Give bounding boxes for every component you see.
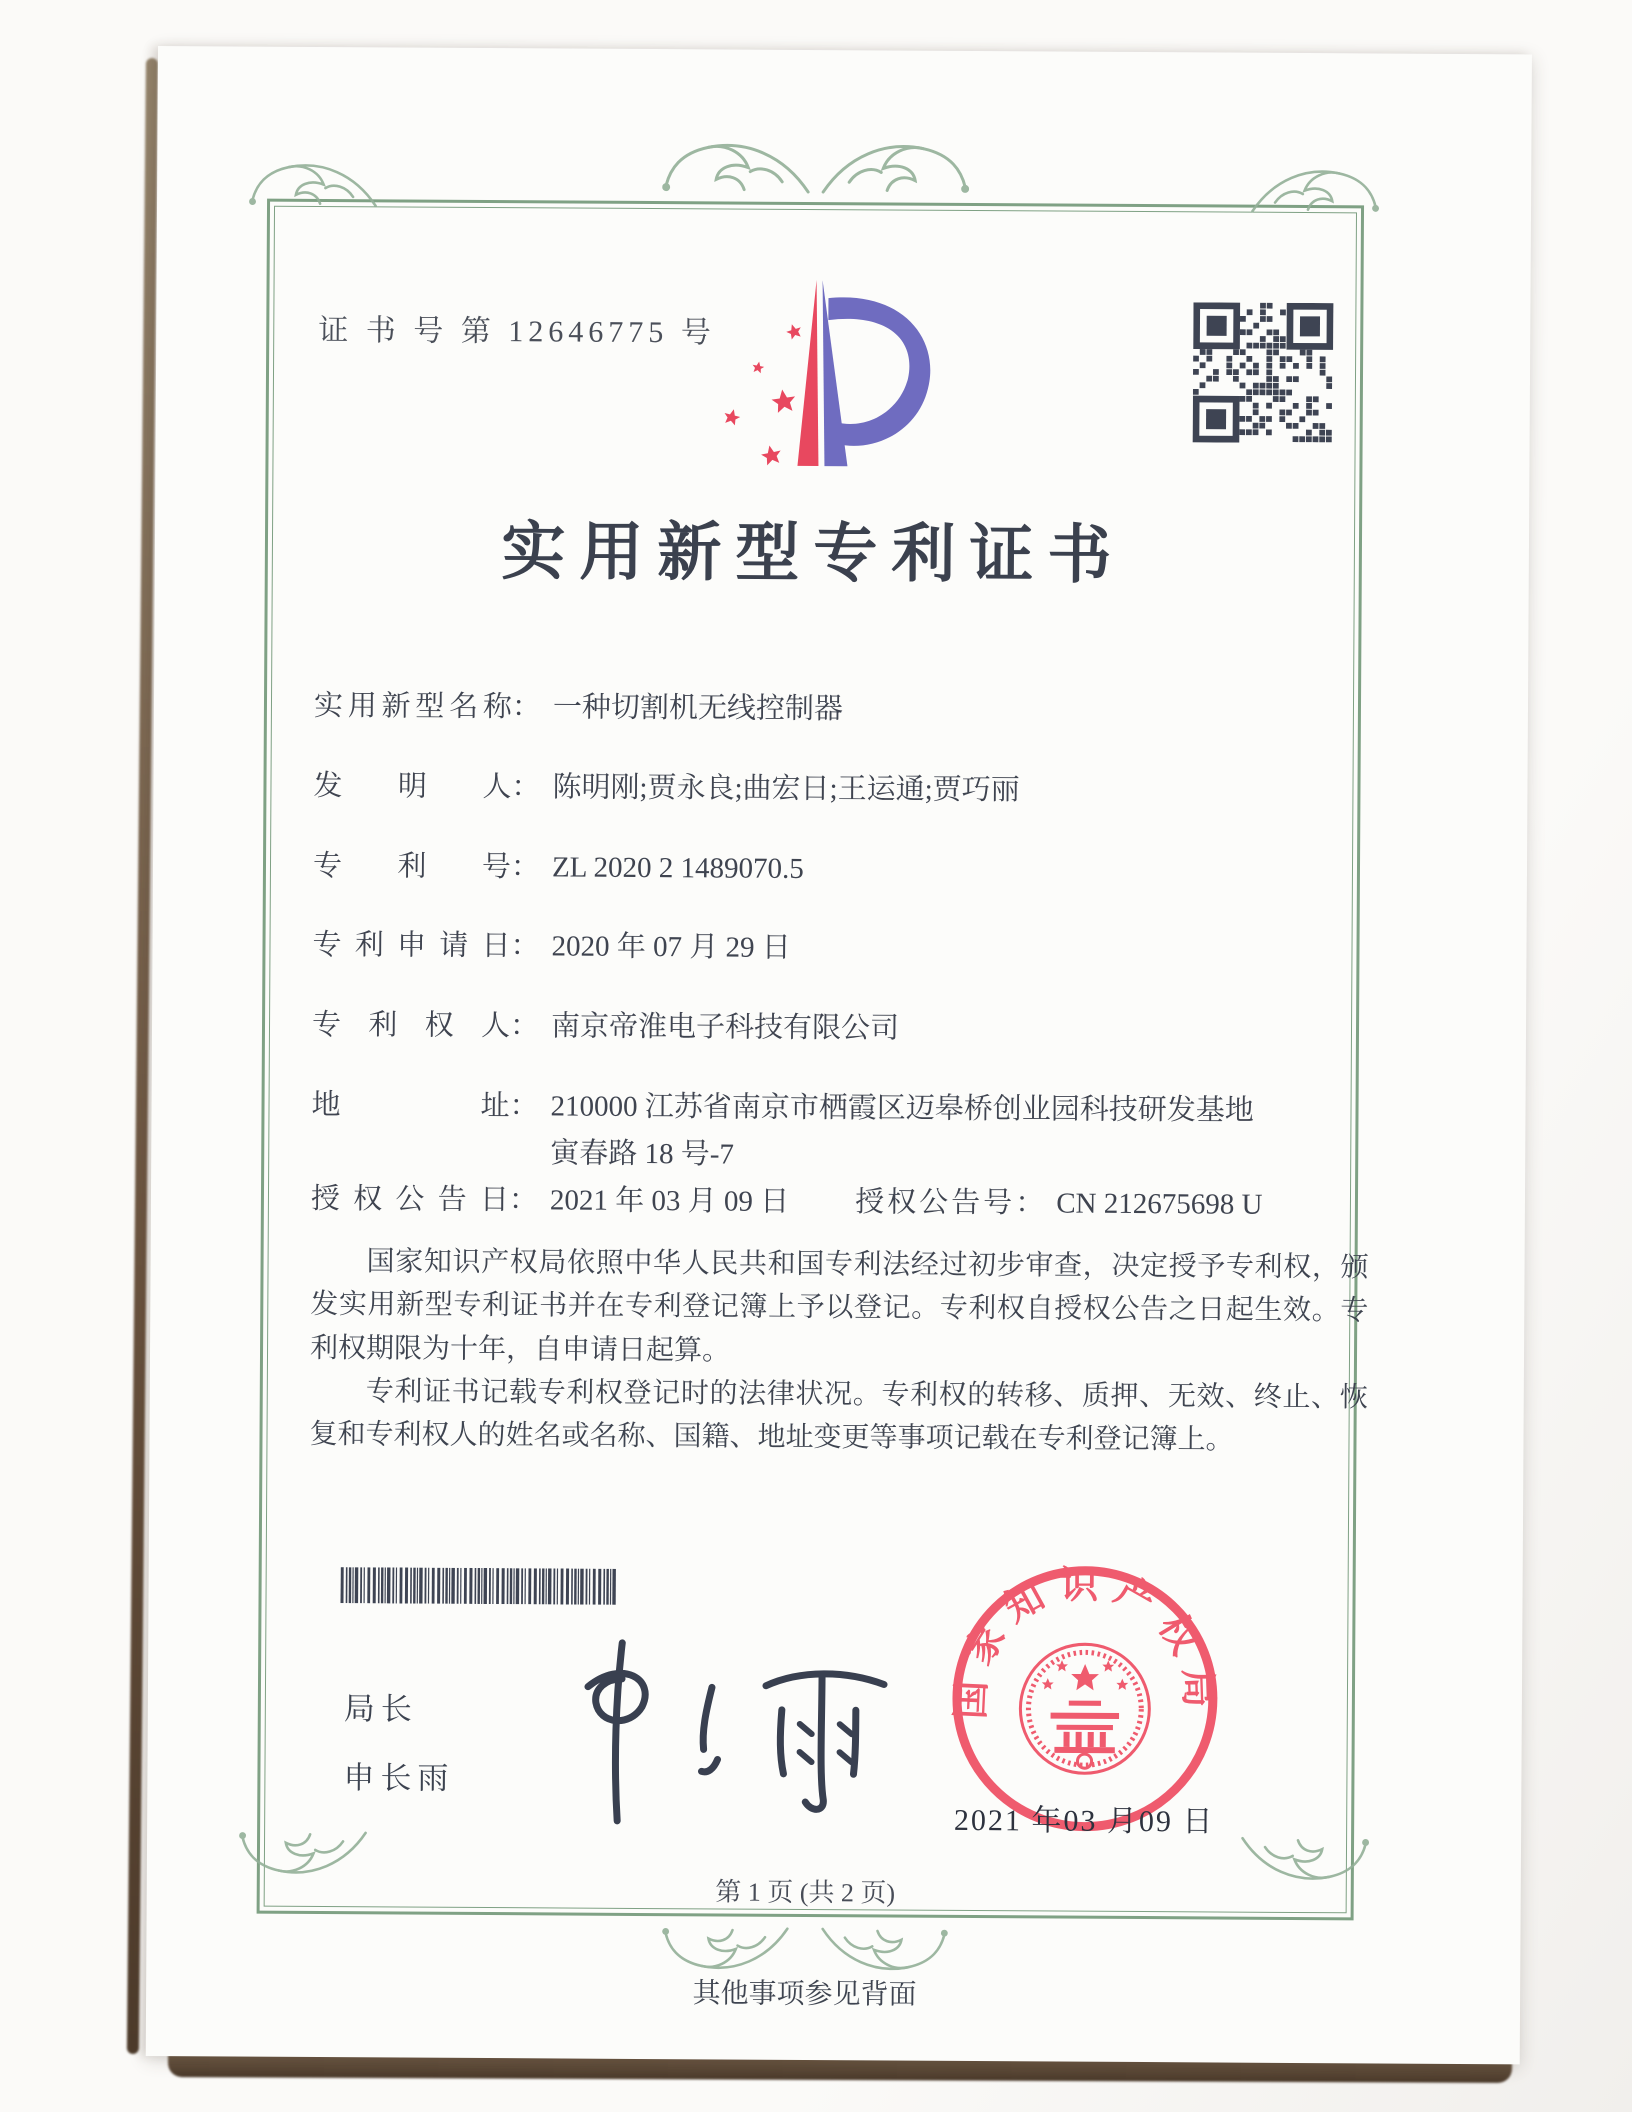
legal-paragraph-1: 国家知识产权局依照中华人民共和国专利法经过初步审查，决定授予专利权，颁发实用新型专利证书并在专利登记簿上予以登记。专利权自授权公告之日起生效。专利权期限为十年，自申请日起算。 xyxy=(309,1246,1369,1367)
grant-date: 2021 年 03 月 09 日 xyxy=(549,1183,790,1218)
certificate-paper xyxy=(146,46,1532,2064)
commissioner-title: 局长 xyxy=(343,1691,418,1727)
field-label: 专利申请日 xyxy=(312,929,511,963)
flourish-top-center-right xyxy=(819,130,969,201)
field-row: 地址 ： 210000 江苏省南京市栖霞区迈皋桥创业园科技研发基地 寅春路 18 号-7 xyxy=(311,1088,1369,1176)
field-label: 授权公告号 xyxy=(855,1185,1016,1219)
field-label: 专利权人 xyxy=(311,1009,511,1043)
seal-date: 2021 年03 月09 日 xyxy=(953,1803,1215,1839)
field-label: 发明人 xyxy=(313,769,512,803)
patentee: 南京帝淮电子科技有限公司 xyxy=(550,1010,900,1045)
qr-code-icon xyxy=(1193,302,1334,443)
flourish-top-right xyxy=(1249,157,1379,220)
back-note: 其他事项参见背面 xyxy=(692,1978,917,2011)
seal-ring-text: 国家知识产权局 xyxy=(950,1564,1220,1722)
filing-date: 2020 年 07 月 29 日 xyxy=(551,930,791,965)
certificate-number: 证 书 号 第 12646775 号 xyxy=(318,313,716,350)
field-row: 发明人 ： 陈明刚;贾永良;曲宏日;王运通;贾巧丽 xyxy=(313,769,1020,807)
grant-row: 授权公告日 ： 2021 年 03 月 09 日 授权公告号 ： CN 212675698 U xyxy=(310,1182,1263,1221)
page-title: 实用新型专利证书 xyxy=(501,516,1126,591)
flourish-top-center-left xyxy=(662,129,812,200)
address-line1: 210000 江苏省南京市栖霞区迈皋桥创业园科技研发基地 xyxy=(550,1090,1254,1127)
field-row: 专利申请日 ： 2020 年 07 月 29 日 xyxy=(312,929,791,965)
cnipa-logo-icon xyxy=(687,265,948,491)
field-label: 授权公告日 xyxy=(310,1182,510,1216)
field-row: 实用新型名称 ： 一种切割机无线控制器 xyxy=(313,689,844,726)
inventors: 陈明刚;贾永良;曲宏日;王运通;贾巧丽 xyxy=(552,771,1020,807)
svg-text:国家知识产权局 xyxy=(950,1563,1220,1721)
flourish-top-left xyxy=(249,151,379,214)
commissioner-block xyxy=(343,1683,455,1798)
address xyxy=(550,1089,1254,1175)
utility-model-name: 一种切割机无线控制器 xyxy=(552,691,844,726)
address-line2: 寅春路 18 号-7 xyxy=(550,1137,735,1171)
signature-icon xyxy=(503,1634,934,1842)
legal-text xyxy=(309,1240,1368,1462)
field-row: 专利权人 ： 南京帝淮电子科技有限公司 xyxy=(311,1009,900,1045)
field-label: 实用新型名称 xyxy=(313,689,513,724)
national-emblem-icon xyxy=(1020,1644,1150,1774)
legal-paragraph-2: 专利证书记载专利权登记时的法律状况。专利权的转移、质押、无效、终止、恢复和专利权人的姓名或名称、国籍、地址变更等事项记载在专利登记簿上。 xyxy=(309,1375,1368,1456)
commissioner-name: 申长雨 xyxy=(343,1760,455,1796)
field-label: 地址 xyxy=(311,1088,510,1123)
publication-number: CN 212675698 U xyxy=(1056,1187,1263,1221)
field-block xyxy=(309,689,1372,1462)
field-label: 专利号 xyxy=(312,849,512,883)
barcode-icon xyxy=(340,1567,622,1605)
patent-number: ZL 2020 2 1489070.5 xyxy=(551,851,804,885)
page-number: 第 1 页 (共 2 页) xyxy=(715,1877,896,1908)
field-row: 专利号 ： ZL 2020 2 1489070.5 xyxy=(312,849,804,885)
